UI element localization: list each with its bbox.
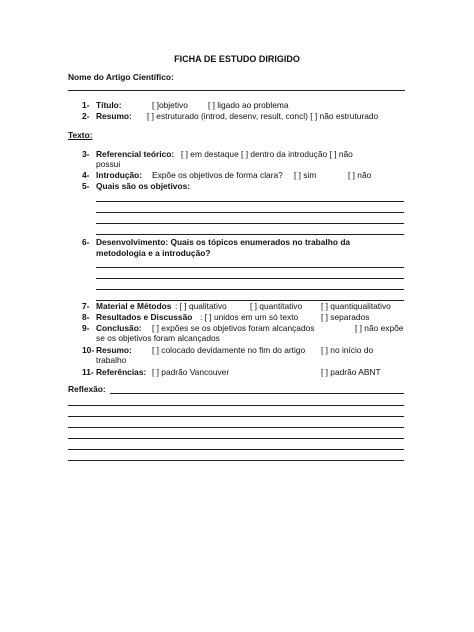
item-3-label: Referencial teórico: (96, 149, 175, 159)
development-line-2[interactable] (96, 278, 404, 279)
item-7-option-quantiqualitativo[interactable]: [ ] quantiqualitativo (321, 301, 391, 311)
development-line-3[interactable] (96, 289, 404, 290)
item-6-label-line-1: Desenvolvimento: Quais os tópicos enumerados no trabalho da (96, 237, 351, 247)
item-10-option-inicio[interactable]: [ ] no início do (321, 345, 374, 355)
item-11-option-vancouver[interactable]: [ ] padrão Vancouver (152, 367, 230, 377)
item-8-option-separados[interactable]: [ ] separados (321, 312, 370, 322)
reflection-line-6[interactable] (68, 460, 404, 461)
reflection-line-5[interactable] (68, 449, 404, 450)
item-8-number: 8- (82, 312, 90, 322)
objectives-line-2[interactable] (96, 212, 404, 213)
item-1-option-problema[interactable]: [ ] ligado ao problema (208, 100, 289, 110)
item-4-option-nao[interactable]: [ ] não (348, 170, 372, 180)
item-7-label: Material e Métodos (96, 301, 172, 311)
article-name-label: Nome do Artigo Científico: (68, 72, 174, 82)
item-5-label: Quais são os objetivos: (96, 181, 191, 191)
item-4-label: Introdução: (96, 170, 143, 180)
reflexao-label: Reflexão: (68, 384, 106, 394)
item-11-number: 11- (82, 367, 94, 377)
development-line-1[interactable] (96, 267, 404, 268)
item-9-label: Conclusão: (96, 323, 142, 333)
item-10-number: 10- (82, 345, 95, 355)
objectives-line-1[interactable] (96, 201, 404, 202)
item-7-option-quantitativo[interactable]: [ ] quantitativo (250, 301, 303, 311)
item-10-option-fim[interactable]: [ ] colocado devidamente no fim do artigo (152, 345, 306, 355)
texto-label: Texto: (68, 130, 93, 140)
reflection-line-4[interactable] (68, 438, 404, 439)
item-10-continuation: trabalho (96, 355, 127, 365)
item-2-options[interactable]: [ ] estruturado (introd, desenv, result, concl) [ ] não estruturado (147, 111, 379, 121)
item-11-option-abnt[interactable]: [ ] padrão ABNT (321, 367, 381, 377)
item-7-number: 7- (82, 301, 90, 311)
item-9-number: 9- (82, 323, 90, 333)
item-2-number: 2- (82, 111, 90, 121)
item-9-option-expoes[interactable]: [ ] expões se os objetivos foram alcançados (152, 323, 315, 333)
item-5-number: 5- (82, 181, 90, 191)
item-4-option-sim[interactable]: [ ] sim (294, 170, 317, 180)
reflection-line-0[interactable] (110, 393, 404, 394)
item-6-label-line-2: metodologia e a introdução? (96, 248, 211, 258)
reflection-line-2[interactable] (68, 416, 404, 417)
item-7-option-qualitativo[interactable]: : [ ] qualitativo (175, 301, 227, 311)
item-8-label: Resultados e Discussão (96, 312, 193, 322)
item-10-label: Resumo: (96, 345, 132, 355)
item-6-number: 6- (82, 237, 90, 247)
item-8-option-unidos[interactable]: : [ ] unidos em um só texto (200, 312, 299, 322)
item-1-label: Título: (96, 100, 122, 110)
objectives-line-4[interactable] (96, 234, 404, 235)
item-4-number: 4- (82, 170, 90, 180)
article-name-line[interactable] (68, 90, 405, 91)
item-3-number: 3- (82, 149, 90, 159)
reflection-line-3[interactable] (68, 427, 404, 428)
page-title: FICHA DE ESTUDO DIRIGIDO (174, 54, 300, 64)
item-3-options[interactable]: [ ] em destaque [ ] dentro da introdução [ ] não (181, 149, 353, 159)
item-2-label: Resumo: (96, 111, 132, 121)
item-1-number: 1- (82, 100, 90, 110)
item-9-option-nao-expoe[interactable]: [ ] não expõe (355, 323, 404, 333)
reflection-line-1[interactable] (68, 405, 404, 406)
objectives-line-3[interactable] (96, 223, 404, 224)
item-4-question: Expõe os objetivos de forma clara? (152, 170, 283, 180)
item-11-label: Referências: (96, 367, 147, 377)
item-3-continuation: possui (96, 159, 121, 169)
item-1-option-objetivo[interactable]: [ ]objetivo (152, 100, 188, 110)
item-9-continuation: se os objetivos foram alcançados (96, 333, 220, 343)
